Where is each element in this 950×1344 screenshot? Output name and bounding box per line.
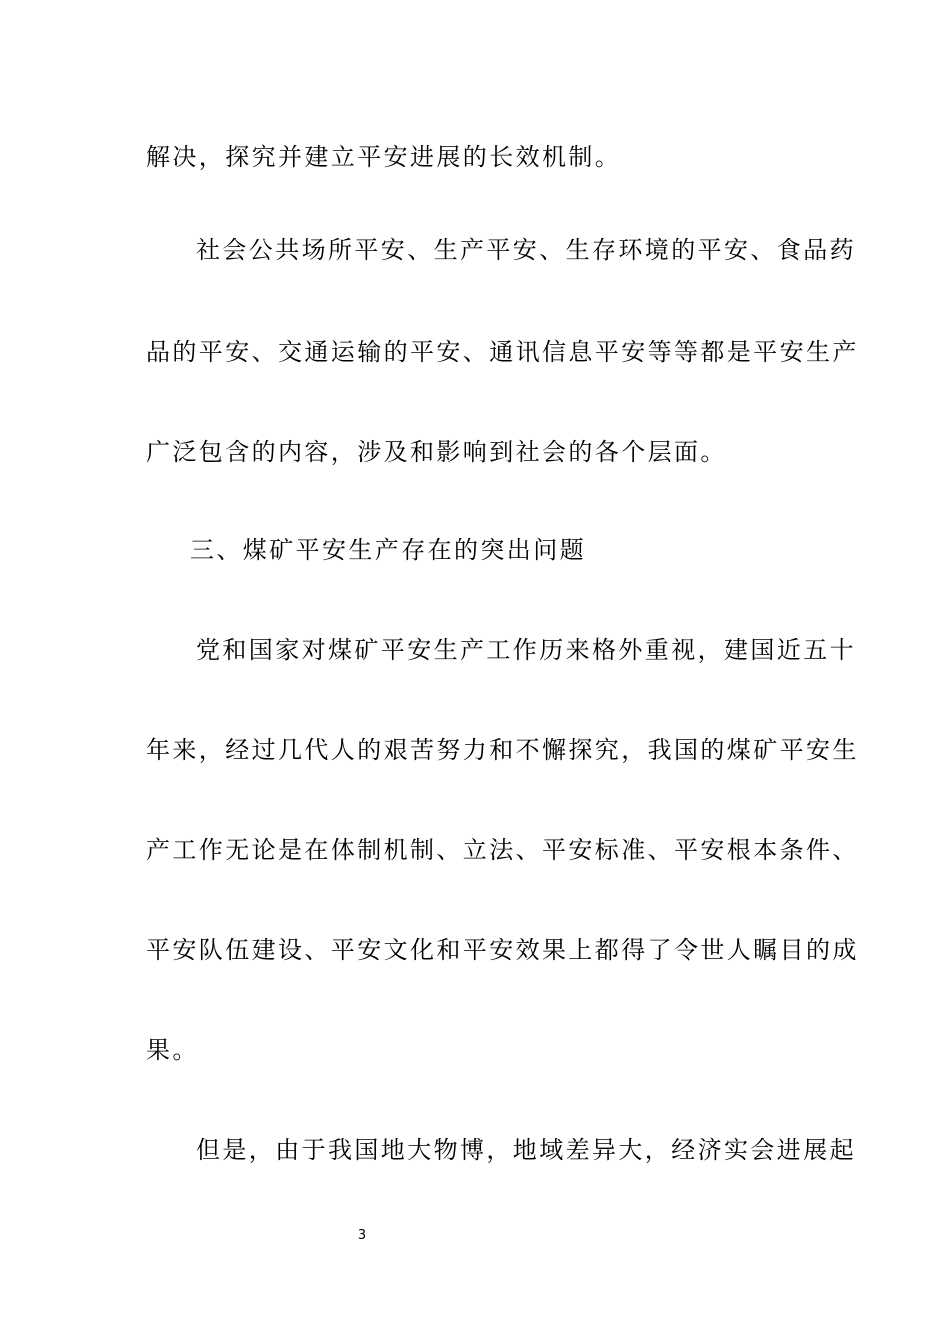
paragraph-line: 产工作无论是在体制机制、立法、平安标准、平安根本条件、 <box>146 836 859 864</box>
paragraph-line: 品的平安、交通运输的平安、通讯信息平安等等都是平安生产 <box>146 338 859 366</box>
paragraph-line: 年来，经过几代人的艰苦努力和不懈探究，我国的煤矿平安生 <box>146 736 859 764</box>
paragraph-line: 解决，探究并建立平安进展的长效机制。 <box>146 143 622 171</box>
paragraph-line: 党和国家对煤矿平安生产工作历来格外重视，建国近五十 <box>196 636 856 664</box>
paragraph-line: 社会公共场所平安、生产平安、生存环境的平安、食品药 <box>196 236 856 264</box>
paragraph-line: 平安队伍建设、平安文化和平安效果上都得了令世人瞩目的成 <box>146 936 859 964</box>
page-number: 3 <box>357 1228 367 1243</box>
paragraph-line: 但是，由于我国地大物博，地域差异大，经济实会进展起 <box>196 1136 856 1164</box>
paragraph-line: 广泛包含的内容，涉及和影响到社会的各个层面。 <box>146 438 727 466</box>
paragraph-line: 果。 <box>146 1036 199 1064</box>
section-heading: 三、煤矿平安生产存在的突出问题 <box>190 536 586 564</box>
